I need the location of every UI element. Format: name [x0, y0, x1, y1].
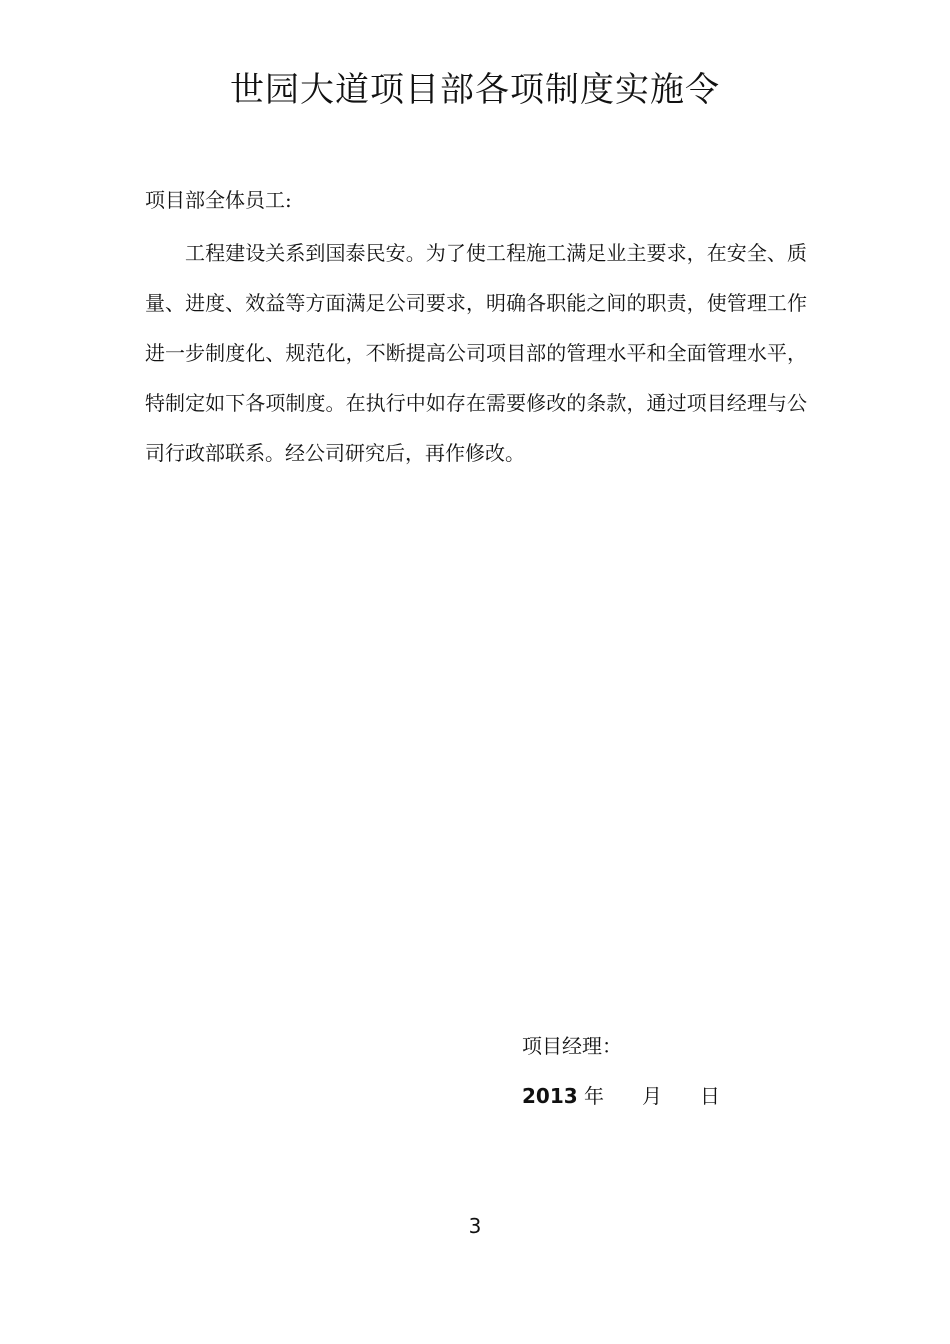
date-year: 2013	[522, 1084, 578, 1108]
manager-label: 项目经理：	[522, 1034, 622, 1058]
date-month-unit: 月	[642, 1084, 663, 1108]
date-line	[522, 1076, 720, 1126]
signoff-block	[522, 1026, 720, 1126]
body-paragraph: 工程建设关系到国泰民安。为了使工程施工满足业主要求，在安全、质量、进度、效益等方面满足公司要求，明确各职能之间的职责，使管理工作进一步制度化、规范化，不断提高公司项目部的管理水平和全面管理水平，特制定如下各项制度。在执行中如存在需要修改的条款，通过项目经理与公司行政部联系。经公司研究后，再作修改。	[145, 241, 807, 465]
date-day-unit: 日	[700, 1084, 721, 1108]
page-number: 3	[468, 1214, 482, 1238]
date-year-unit: 年	[584, 1084, 605, 1108]
salutation: 项目部全体员工:	[145, 188, 292, 212]
document-title: 世园大道项目部各项制度实施令	[230, 70, 720, 110]
